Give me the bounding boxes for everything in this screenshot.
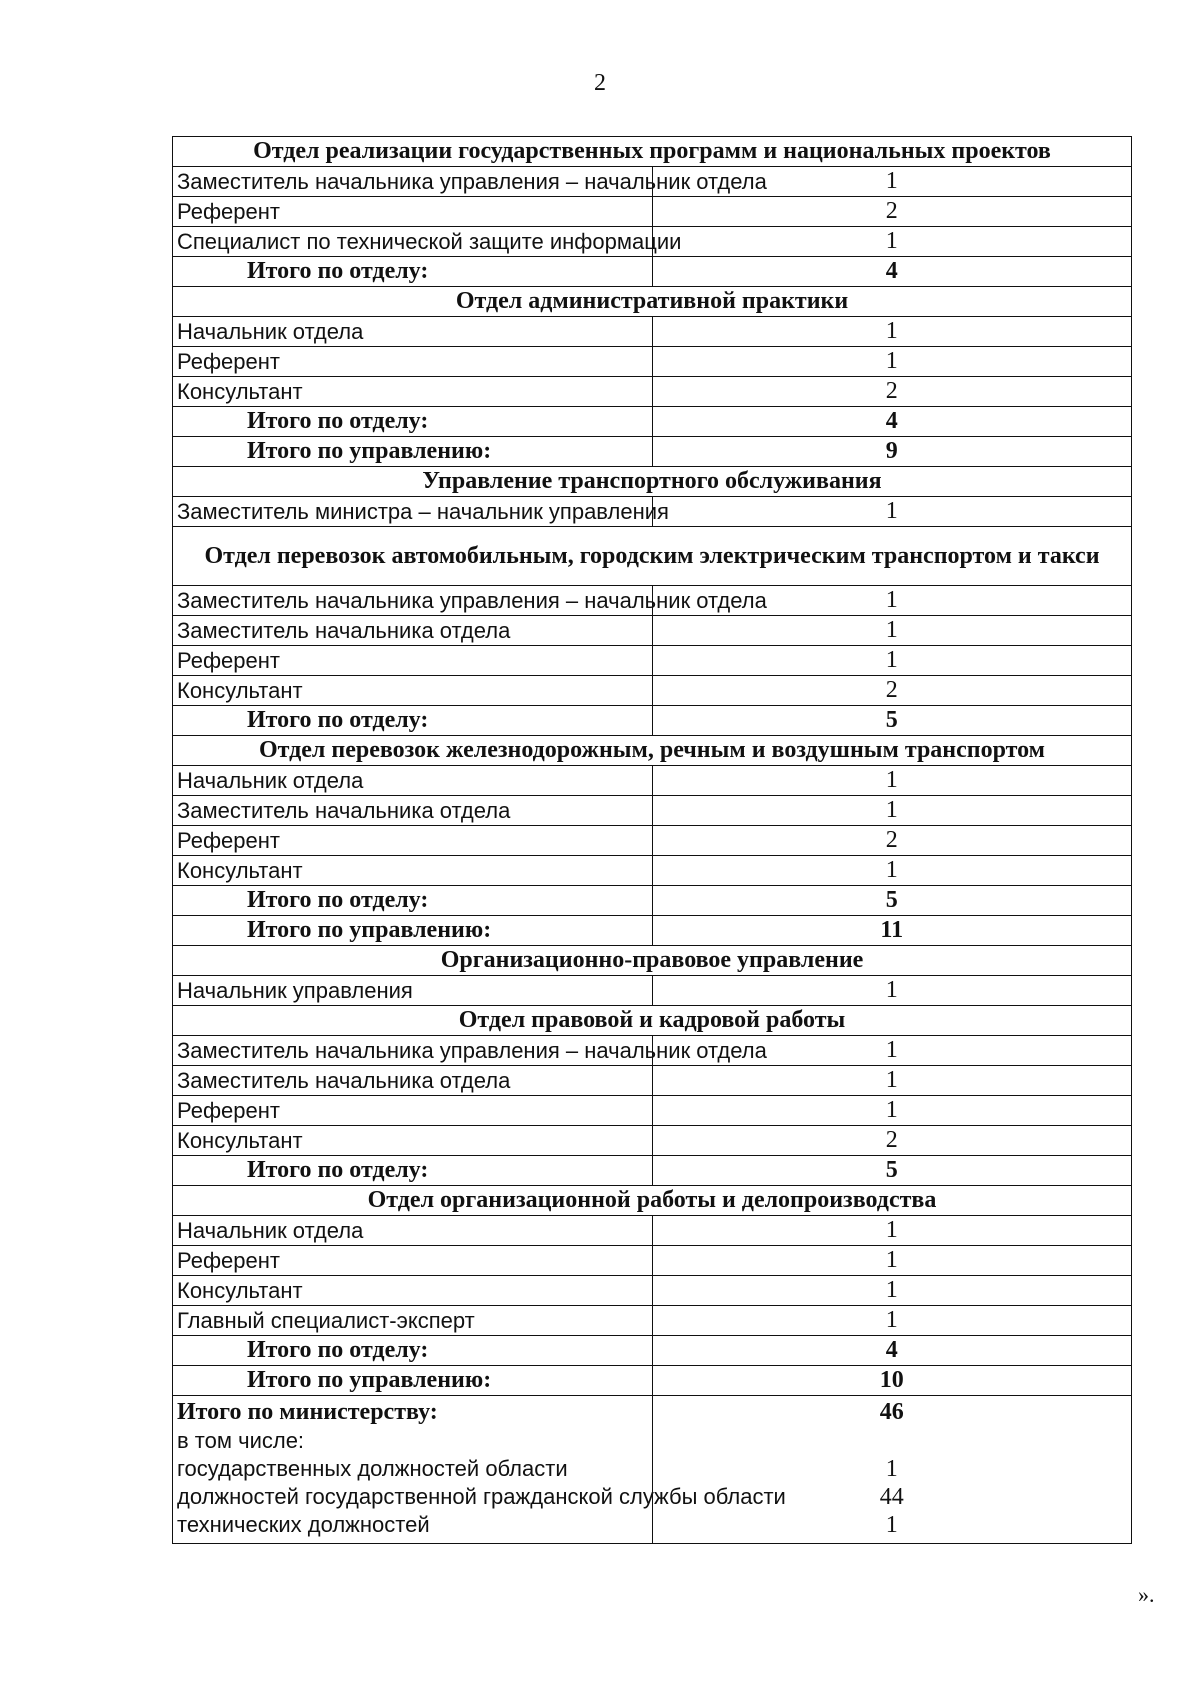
- summary-item-name: технических должностей: [177, 1512, 430, 1537]
- staff-table-container: [172, 136, 1132, 1544]
- position-count: 2: [652, 1126, 1132, 1156]
- position-count: 1: [652, 497, 1132, 527]
- summary-item-count: 1: [885, 1456, 898, 1482]
- position-row: [173, 586, 1132, 616]
- total-row: [173, 706, 1132, 736]
- position-count: 1: [652, 586, 1132, 616]
- position-row: [173, 1216, 1132, 1246]
- section-header: Организационно-правовое управление: [173, 946, 1132, 976]
- position-count: 1: [652, 646, 1132, 676]
- total-count: 10: [652, 1366, 1132, 1396]
- position-row: [173, 1036, 1132, 1066]
- section-header-row: [173, 1186, 1132, 1216]
- section-header-row: [173, 137, 1132, 167]
- position-count: 1: [652, 167, 1132, 197]
- position-count: 1: [652, 766, 1132, 796]
- total-count: 4: [652, 257, 1132, 287]
- position-count: 1: [652, 1276, 1132, 1306]
- section-header: Отдел перевозок автомобильным, городским электрическим транспортом и такси: [173, 527, 1132, 586]
- summary-item-count: 1: [885, 1512, 898, 1538]
- position-row: [173, 1126, 1132, 1156]
- position-count: 1: [652, 796, 1132, 826]
- summary-total: 46: [879, 1399, 904, 1425]
- position-row: [173, 1306, 1132, 1336]
- position-count: 1: [652, 1036, 1132, 1066]
- position-name: Консультант: [173, 856, 653, 886]
- total-count: 11: [652, 916, 1132, 946]
- position-count: 1: [652, 1096, 1132, 1126]
- total-label: Итого по отделу:: [173, 257, 653, 287]
- position-name: Консультант: [173, 1126, 653, 1156]
- total-label: Итого по отделу:: [173, 886, 653, 916]
- position-name: Референт: [173, 197, 653, 227]
- position-count: 1: [652, 1066, 1132, 1096]
- summary-item-name: должностей государственной гражданской службы области: [177, 1484, 786, 1509]
- section-header: Отдел правовой и кадровой работы: [173, 1006, 1132, 1036]
- position-row: [173, 377, 1132, 407]
- position-name: Начальник отдела: [173, 766, 653, 796]
- total-row: [173, 1336, 1132, 1366]
- position-row: [173, 616, 1132, 646]
- position-count: 2: [652, 377, 1132, 407]
- position-row: [173, 796, 1132, 826]
- position-row: [173, 1096, 1132, 1126]
- total-label: Итого по отделу:: [173, 1156, 653, 1186]
- total-label: Итого по управлению:: [173, 437, 653, 467]
- total-count: 5: [652, 706, 1132, 736]
- position-row: [173, 1066, 1132, 1096]
- position-count: 1: [652, 616, 1132, 646]
- position-row: [173, 197, 1132, 227]
- position-name: Заместитель начальника управления – начальник отдела: [173, 1036, 653, 1066]
- total-count: 4: [652, 1336, 1132, 1366]
- position-count: 1: [652, 1216, 1132, 1246]
- position-count: 2: [652, 826, 1132, 856]
- section-header: Отдел административной практики: [173, 287, 1132, 317]
- position-name: Референт: [173, 1096, 653, 1126]
- position-row: [173, 646, 1132, 676]
- position-row: [173, 676, 1132, 706]
- position-name: Начальник управления: [173, 976, 653, 1006]
- position-row: [173, 167, 1132, 197]
- total-row: [173, 437, 1132, 467]
- position-name: Референт: [173, 347, 653, 377]
- position-name: Заместитель начальника отдела: [173, 1066, 653, 1096]
- closing-quote: ».: [1138, 1582, 1155, 1607]
- position-row: [173, 856, 1132, 886]
- position-row: [173, 497, 1132, 527]
- position-name: Специалист по технической защите информации: [173, 227, 653, 257]
- position-count: 1: [652, 227, 1132, 257]
- section-header-row: [173, 467, 1132, 497]
- position-name: Консультант: [173, 377, 653, 407]
- position-name: Референт: [173, 646, 653, 676]
- position-name: Заместитель начальника управления – начальник отдела: [173, 586, 653, 616]
- position-count: 2: [652, 197, 1132, 227]
- total-count: 5: [652, 886, 1132, 916]
- position-count: 2: [652, 676, 1132, 706]
- position-name: Начальник отдела: [173, 1216, 653, 1246]
- position-count: 1: [652, 856, 1132, 886]
- section-header: Отдел реализации государственных программ и национальных проектов: [173, 137, 1132, 167]
- position-count: 1: [652, 347, 1132, 377]
- section-header-row: [173, 1006, 1132, 1036]
- total-count: 9: [652, 437, 1132, 467]
- section-header-row: [173, 287, 1132, 317]
- section-header-row: [173, 527, 1132, 586]
- summary-labels: [173, 1396, 786, 1544]
- position-row: [173, 227, 1132, 257]
- section-header: Управление транспортного обслуживания: [173, 467, 1132, 497]
- section-header: Отдел перевозок железнодорожным, речным и воздушным транспортом: [173, 736, 1132, 766]
- position-name: Начальник отдела: [173, 317, 653, 347]
- total-row: [173, 916, 1132, 946]
- section-header: Отдел организационной работы и делопроизводства: [173, 1186, 1132, 1216]
- total-row: [173, 407, 1132, 437]
- position-name: Заместитель министра – начальник управления: [173, 497, 653, 527]
- total-row: [173, 257, 1132, 287]
- section-header-row: [173, 946, 1132, 976]
- position-name: Консультант: [173, 1276, 653, 1306]
- total-row: [173, 1366, 1132, 1396]
- position-row: [173, 347, 1132, 377]
- position-row: [173, 1246, 1132, 1276]
- position-row: [173, 976, 1132, 1006]
- position-count: 1: [652, 1246, 1132, 1276]
- summary-item-name: государственных должностей области: [177, 1456, 568, 1481]
- staff-table: [172, 136, 1132, 1544]
- position-name: Референт: [173, 826, 653, 856]
- position-row: [173, 826, 1132, 856]
- position-name: Заместитель начальника управления – начальник отдела: [173, 167, 653, 197]
- total-label: Итого по управлению:: [173, 1366, 653, 1396]
- position-row: [173, 317, 1132, 347]
- total-label: Итого по отделу:: [173, 1336, 653, 1366]
- position-count: 1: [652, 1306, 1132, 1336]
- total-label: Итого по управлению:: [173, 916, 653, 946]
- total-row: [173, 886, 1132, 916]
- staff-table-body: [173, 137, 1132, 1544]
- summary-including-label: в том числе:: [177, 1428, 305, 1453]
- position-name: Главный специалист-эксперт: [173, 1306, 653, 1336]
- total-count: 4: [652, 407, 1132, 437]
- total-label: Итого по отделу:: [173, 407, 653, 437]
- position-row: [173, 1276, 1132, 1306]
- total-row: [173, 1156, 1132, 1186]
- section-header-row: [173, 736, 1132, 766]
- summary-values: [652, 1396, 1132, 1544]
- position-name: Консультант: [173, 676, 653, 706]
- position-name: Заместитель начальника отдела: [173, 796, 653, 826]
- summary-item-count: 44: [879, 1484, 904, 1510]
- ministry-summary-row: [173, 1396, 1132, 1544]
- total-count: 5: [652, 1156, 1132, 1186]
- position-count: 1: [652, 976, 1132, 1006]
- total-label: Итого по отделу:: [173, 706, 653, 736]
- summary-title: Итого по министерству:: [177, 1399, 438, 1425]
- position-name: Заместитель начальника отдела: [173, 616, 653, 646]
- page-number: 2: [594, 70, 606, 96]
- position-count: 1: [652, 317, 1132, 347]
- position-row: [173, 766, 1132, 796]
- position-name: Референт: [173, 1246, 653, 1276]
- summary-spacer: [657, 1427, 1128, 1455]
